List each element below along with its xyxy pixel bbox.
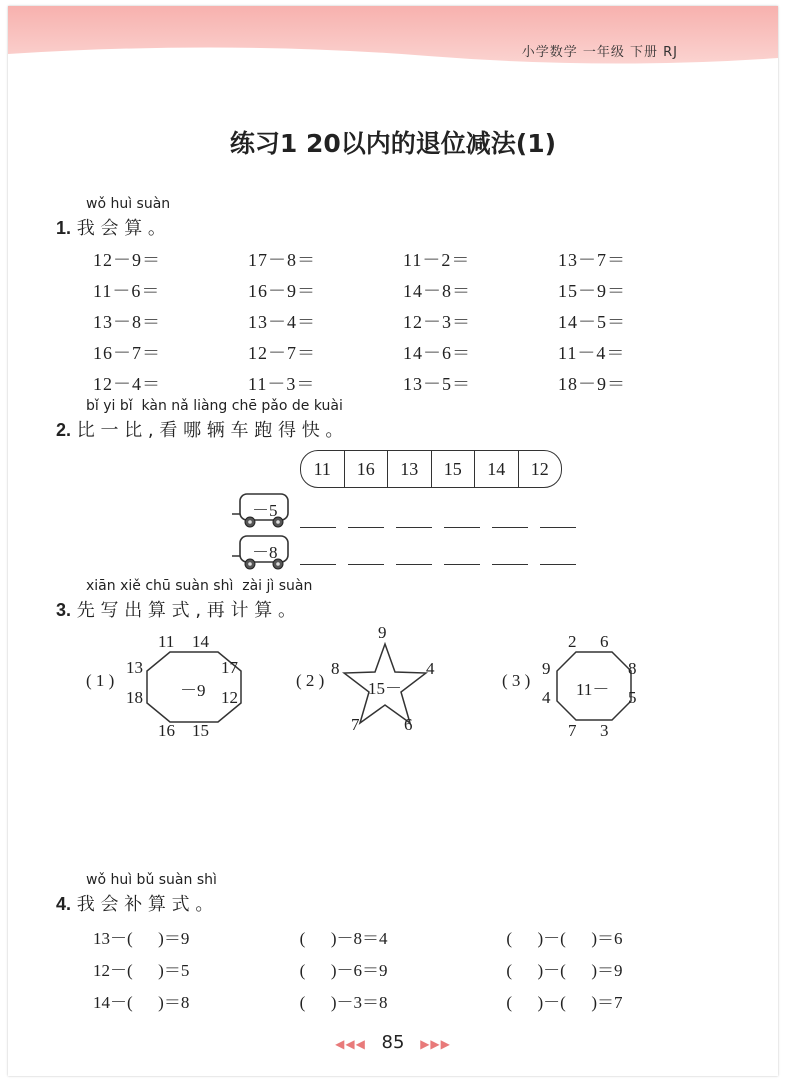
question-2-pinyin: bǐ yi bǐ kàn nǎ liàng chē pǎo de kuài — [86, 398, 343, 414]
shape-number: 12 — [221, 688, 238, 707]
equation: 13－4＝ — [248, 311, 316, 332]
shape-number: 6 — [600, 632, 609, 651]
page-title: 练习1 20以内的退位减法(1) — [229, 129, 557, 158]
shape-1-label: ( 1 ) — [86, 671, 115, 690]
question-1-heading — [56, 196, 170, 240]
car-label: －5 — [252, 501, 278, 520]
car-minus-5 — [230, 492, 294, 534]
shape-number: 4 — [542, 688, 551, 707]
equation: 11－4＝ — [558, 342, 626, 363]
grid-row — [93, 243, 713, 274]
shape-number: 17 — [221, 658, 238, 677]
shape-number: 5 — [628, 688, 637, 707]
answer-blank[interactable] — [396, 526, 432, 528]
answer-blanks-row-1 — [300, 526, 576, 528]
right-arrows-icon: ▶▶▶ — [420, 1037, 451, 1051]
answer-blank[interactable] — [444, 563, 480, 565]
number-strip — [300, 450, 562, 488]
equation: 16－7＝ — [93, 342, 161, 363]
fill-equation: ( )－( )＝7 — [506, 993, 623, 1012]
equation: 14－5＝ — [558, 311, 626, 332]
shape-3-label: ( 3 ) — [502, 671, 531, 690]
number-cell: 16 — [345, 451, 389, 487]
fill-equation: ( )－8＝4 — [299, 929, 388, 948]
answer-blanks-row-2 — [300, 563, 576, 565]
equation: 14－8＝ — [403, 280, 471, 301]
answer-blank[interactable] — [348, 563, 384, 565]
fill-equation: 12－( )＝5 — [93, 961, 190, 980]
number-cell: 14 — [475, 451, 519, 487]
shape-number: 11 — [158, 632, 175, 651]
number-cell: 15 — [432, 451, 476, 487]
equation: 11－6＝ — [93, 280, 161, 301]
equation: 18－9＝ — [558, 373, 626, 394]
grid-row — [93, 274, 713, 305]
header-text: 小学数学 一年级 下册 RJ — [521, 45, 678, 60]
fill-equation: ( )－( )＝9 — [506, 961, 623, 980]
equation: 12－7＝ — [248, 342, 316, 363]
car-minus-8 — [230, 534, 294, 576]
equation: 12－4＝ — [93, 373, 161, 394]
answer-blank[interactable] — [300, 563, 336, 565]
shape-number: 16 — [158, 721, 175, 740]
question-4-text: 我 会 补 算 式 。 — [76, 894, 214, 915]
answer-blank[interactable] — [492, 563, 528, 565]
shape-number: 13 — [126, 658, 143, 677]
shape-2-label: ( 2 ) — [296, 671, 325, 690]
question-4-pinyin: wǒ huì bǔ suàn shì — [86, 872, 217, 888]
question-1-number: 1. — [56, 218, 72, 238]
number-cell: 12 — [530, 458, 549, 479]
answer-blank[interactable] — [492, 526, 528, 528]
question-1-grid — [93, 243, 713, 398]
shape-2-center: 15－ — [368, 679, 402, 698]
shape-number: 7 — [568, 721, 577, 740]
equation: 16－9＝ — [248, 280, 316, 301]
question-3-heading — [56, 578, 312, 622]
shape-number: 8 — [331, 659, 340, 678]
fill-row — [93, 924, 713, 949]
question-2-text: 比 一 比 , 看 哪 辆 车 跑 得 快 。 — [76, 420, 344, 441]
question-1-text: 我 会 算 。 — [76, 218, 166, 239]
question-2-number: 2. — [56, 420, 72, 440]
shape-number: 15 — [192, 721, 209, 740]
shape-number: 18 — [126, 688, 143, 707]
answer-blank[interactable] — [300, 526, 336, 528]
equation: 14－6＝ — [403, 342, 471, 363]
page — [8, 6, 778, 1076]
shape-1-center: －9 — [180, 681, 206, 700]
answer-blank[interactable] — [444, 526, 480, 528]
answer-blank[interactable] — [396, 563, 432, 565]
number-cell: 11 — [301, 451, 345, 487]
shape-number: 4 — [426, 659, 435, 678]
fill-equation: ( )－3＝8 — [299, 993, 388, 1012]
equation: 15－9＝ — [558, 280, 626, 301]
shape-number: 14 — [192, 632, 209, 651]
equation: 13－8＝ — [93, 311, 161, 332]
equation: 13－5＝ — [403, 373, 471, 394]
equation: 11－2＝ — [403, 249, 471, 270]
fill-equation: 14－( )＝8 — [93, 993, 190, 1012]
answer-blank[interactable] — [348, 526, 384, 528]
page-number: 85 — [381, 1032, 405, 1053]
question-3-pinyin: xiān xiě chū suàn shì zài jì suàn — [86, 578, 313, 594]
question-1-pinyin: wǒ huì suàn — [86, 196, 171, 212]
fill-row — [93, 956, 713, 981]
shape-number: 3 — [600, 721, 609, 740]
grid-row — [93, 367, 713, 398]
car-label: －8 — [252, 543, 278, 562]
equation: 12－3＝ — [403, 311, 471, 332]
grid-row — [93, 336, 713, 367]
answer-blank[interactable] — [540, 526, 576, 528]
left-arrows-icon: ◀◀◀ — [335, 1037, 366, 1051]
number-cell: 13 — [388, 451, 432, 487]
equation: 11－3＝ — [248, 373, 316, 394]
shape-number: 9 — [542, 659, 551, 678]
header-band — [8, 6, 778, 70]
page-footer — [8, 1032, 778, 1053]
answer-blank[interactable] — [540, 563, 576, 565]
equation: 13－7＝ — [558, 249, 626, 270]
shape-3-center: 11－ — [576, 680, 610, 699]
shape-number: 2 — [568, 632, 577, 651]
fill-equation: ( )－6＝9 — [299, 961, 388, 980]
fill-equation: 13－( )＝9 — [93, 929, 190, 948]
question-3-text: 先 写 出 算 式 , 再 计 算 。 — [76, 600, 296, 621]
shape-number: 7 — [351, 715, 360, 734]
equation: 17－8＝ — [248, 249, 316, 270]
question-3-number: 3. — [56, 600, 72, 620]
question-4-number: 4. — [56, 894, 72, 914]
shape-number: 8 — [628, 659, 637, 678]
fill-equation: ( )－( )＝6 — [506, 929, 623, 948]
shape-number: 9 — [378, 623, 387, 642]
question-4-heading — [56, 872, 217, 916]
question-2-heading — [56, 398, 343, 442]
fill-row — [93, 988, 713, 1013]
shape-number: 6 — [404, 715, 413, 734]
equation: 12－9＝ — [93, 249, 161, 270]
grid-row — [93, 305, 713, 336]
